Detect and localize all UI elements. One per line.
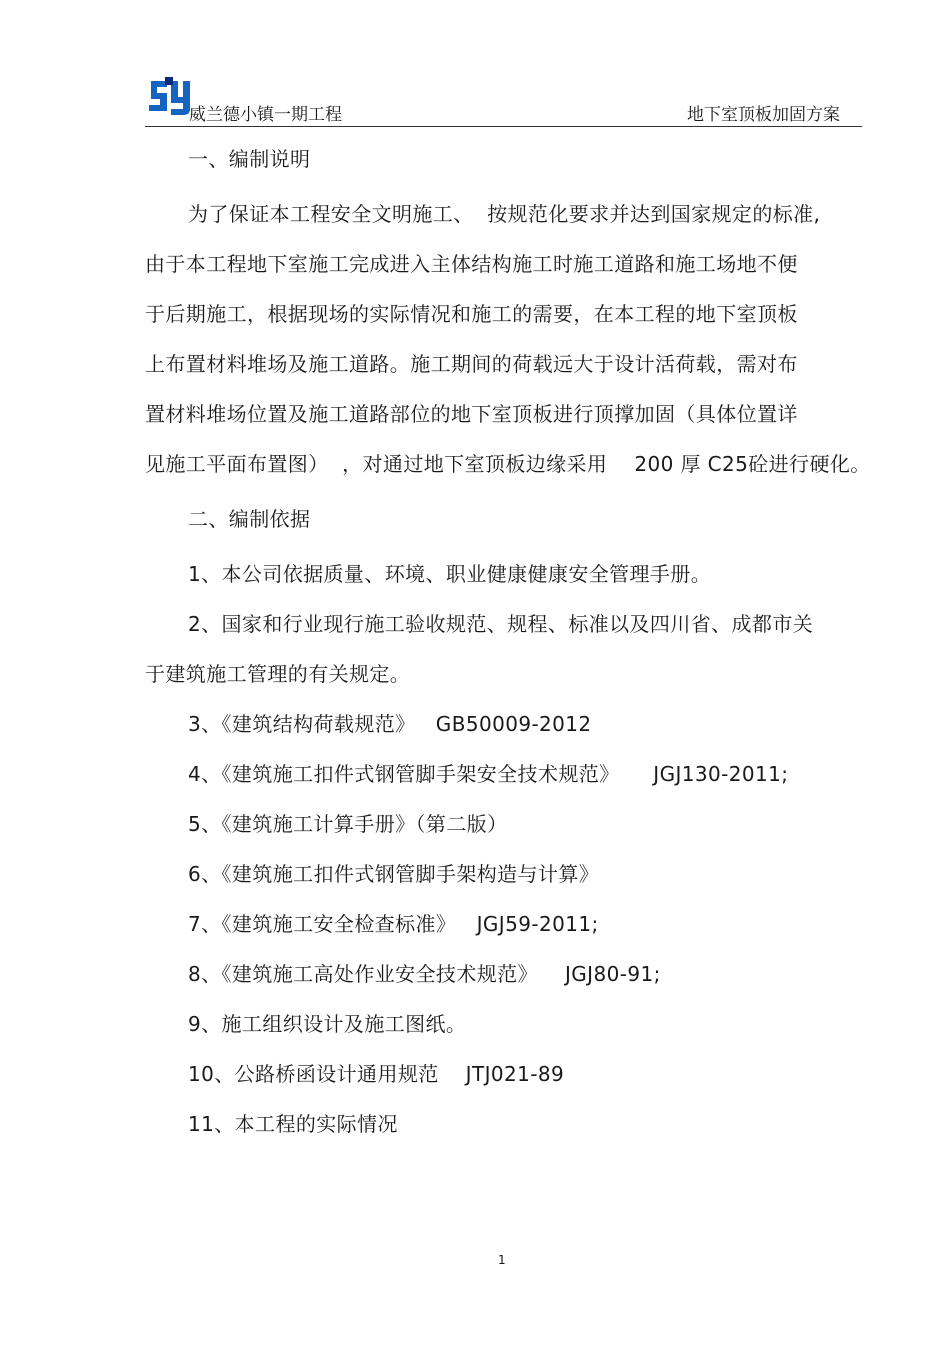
paragraph-line: 由于本工程地下室施工完成进入主体结构施工时施工道路和施工场地不便 [145, 252, 798, 276]
section2-heading: 二、编制依据 [188, 507, 311, 531]
header-project-name: 威兰德小镇一期工程 [189, 105, 342, 125]
list-item: 9、施工组织设计及施工图纸。 [188, 1012, 467, 1036]
list-item: 8、《建筑施工高处作业安全技术规范》 JGJ80-91; [188, 962, 661, 986]
header-document-title: 地下室顶板加固方案 [687, 105, 840, 125]
list-item: 10、公路桥函设计通用规范 JTJ021-89 [188, 1062, 565, 1086]
page-header [145, 72, 862, 127]
paragraph-line: 见施工平面布置图） ，对通过地下室顶板边缘采用 200 厚 C25砼进行硬化。 [145, 452, 871, 476]
paragraph-line: 为了保证本工程安全文明施工、 按规范化要求并达到国家规定的标准, [188, 202, 821, 226]
list-item: 2、国家和行业现行施工验收规范、规程、标准以及四川省、成都市关 [188, 612, 814, 636]
paragraph-line: 于后期施工，根据现场的实际情况和施工的需要，在本工程的地下室顶板 [145, 302, 798, 326]
list-item: 7、《建筑施工安全检查标准》 JGJ59-2011; [188, 912, 599, 936]
list-item: 4、《建筑施工扣件式钢管脚手架安全技术规范》 JGJ130-2011; [188, 762, 789, 786]
list-item: 3、《建筑结构荷载规范》 GB50009-2012 [188, 712, 592, 736]
paragraph-line: 上布置材料堆场及施工道路。施工期间的荷载远大于设计活荷载，需对布 [145, 352, 798, 376]
list-item: 11、本工程的实际情况 [188, 1112, 398, 1136]
list-item-continuation: 于建筑施工管理的有关规定。 [145, 662, 411, 686]
section1-heading: 一、编制说明 [188, 147, 311, 171]
paragraph-line: 置材料堆场位置及施工道路部位的地下室顶板进行顶撑加固（具体位置详 [145, 402, 798, 426]
list-item: 1、本公司依据质量、环境、职业健康健康安全管理手册。 [188, 562, 712, 586]
company-logo-icon [147, 75, 191, 117]
list-item: 5、《建筑施工计算手册》（第二版） [188, 812, 508, 836]
list-item: 6、《建筑施工扣件式钢管脚手架构造与计算》 [188, 862, 600, 886]
page-number: 1 [498, 1253, 506, 1267]
